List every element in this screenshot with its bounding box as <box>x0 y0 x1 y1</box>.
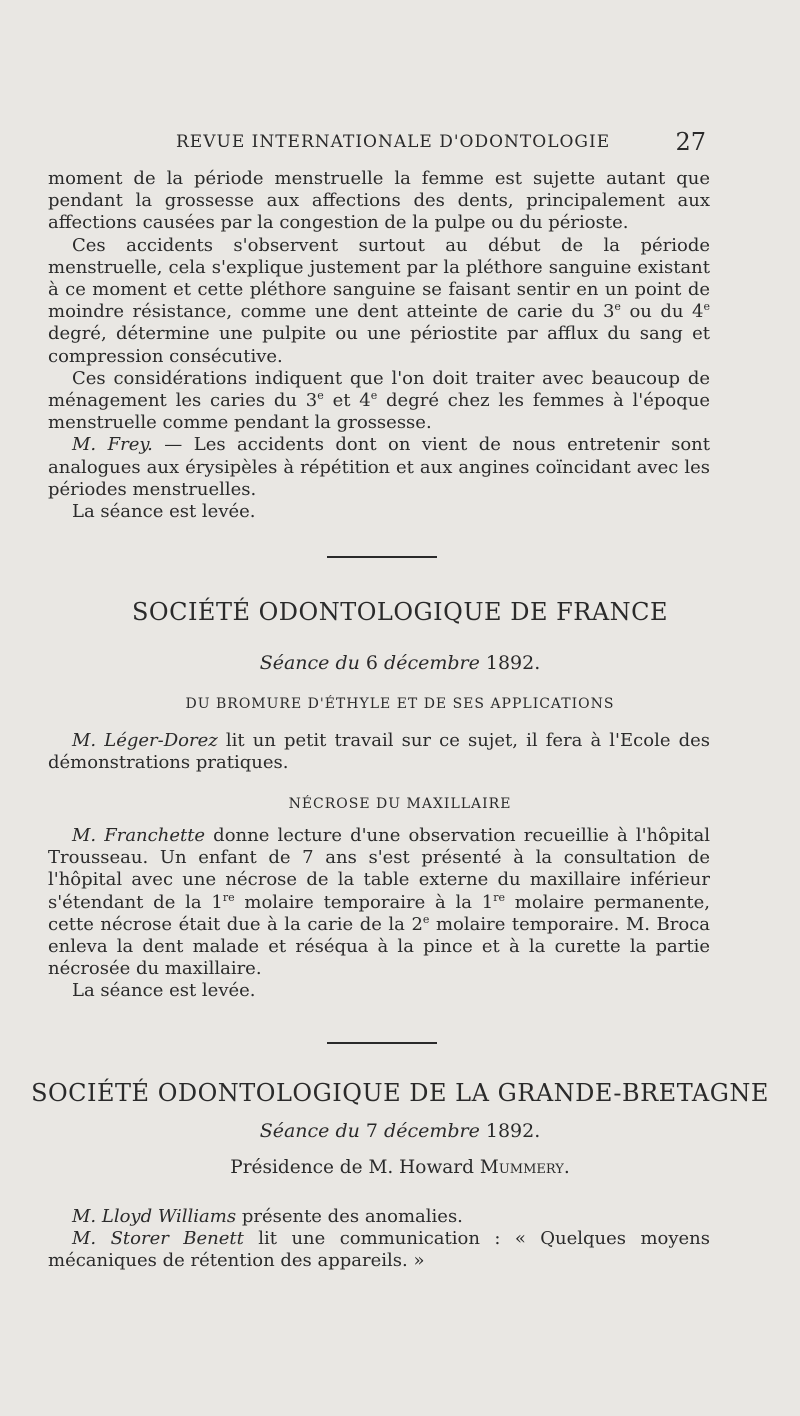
paragraph: M. Storer Benett lit une communication : « Quelques moyens mécaniques de rétention des appareils. » <box>48 1228 711 1272</box>
paragraph: M. Léger-Dorez lit un petit travail sur ce sujet, il fera à l'Ecole des démonstrations pratiques. <box>48 730 710 774</box>
section-continuation <box>48 168 710 523</box>
paragraph: M. Lloyd Williams présente des anomalies. <box>72 1206 463 1227</box>
subheading: DU BROMURE D'ÉTHYLE ET DE SES APPLICATIONS <box>185 696 615 712</box>
journal-title: REVUE INTERNATIONALE D'ODONTOLOGIE <box>176 132 611 152</box>
speaker-name: M. Storer Benett <box>72 1228 244 1250</box>
subheading: NÉCROSE DU MAXILLAIRE <box>288 796 512 812</box>
session-closed-text: La séance est levée. <box>72 501 256 523</box>
paragraph: M. Frey. — Les accidents dont on vient de nous entretenir sont analogues aux érysipèles à répétition et aux angines coïncidant avec les périodes menstruelles. <box>48 434 710 500</box>
section-body <box>48 730 710 774</box>
paragraph: Ces accidents s'observent surtout au début de la période menstruelle, cela s'explique justement par la pléthore sanguine existant à ce moment et cette pléthore sanguine se faisant sentir en un point de moindre résistance, comme une dent atteinte de carie du 3e ou du 4e degré, détermine une pulpite ou une périostite par afflux du sang et compression consécutive. <box>48 234 710 367</box>
section-title: SOCIÉTÉ ODONTOLOGIQUE DE FRANCE <box>131 598 669 626</box>
paragraph: M. Franchette donne lecture d'une observation recueillie à l'hôpital Trousseau. Un enfant de 7 ans s'est présenté à la consultation de l'hôpital avec une nécrose de la table externe du maxillaire inférieur s'étendant de la 1re molaire temporaire à la 1re molaire permanente, cette nécrose était due à la carie de la 2e molaire temporaire. M. Broca enleva la dent malade et réséqua à la pince et à la curette la partie nécrosée du maxillaire. <box>48 825 711 980</box>
session-date: Séance du 7 décembre 1892. <box>259 1120 541 1142</box>
running-header <box>176 128 706 154</box>
page-number: 27 <box>675 128 706 156</box>
speaker-name: M. Lloyd Williams <box>72 1206 237 1227</box>
paragraph: moment de la période menstruelle la femme est sujette autant que pendant la grossesse aux affections des dents, principalement aux affections causées par la congestion de la pulpe ou du périoste. <box>48 168 710 234</box>
section-title: SOCIÉTÉ ODONTOLOGIQUE DE LA GRANDE-BRETAGNE <box>31 1079 769 1107</box>
session-closed-text: La séance est levée. <box>72 980 256 1002</box>
section-body <box>48 825 710 1003</box>
section-divider <box>327 1042 437 1044</box>
speaker-name: M. Franchette <box>72 825 206 846</box>
paragraph: Ces considérations indiquent que l'on doit traiter avec beaucoup de ménagement les caries du 3e et 4e degré chez les femmes à l'époque menstruelle comme pendant la grossesse. <box>48 367 711 434</box>
session-date: Séance du 6 décembre 1892. <box>259 652 541 674</box>
section-body <box>48 1206 710 1273</box>
section-divider <box>327 556 437 558</box>
presidency-line: Présidence de M. Howard Mummery. <box>230 1157 570 1178</box>
speaker-name: M. Frey. <box>72 434 153 456</box>
speaker-name: M. Léger-Dorez <box>72 730 218 751</box>
